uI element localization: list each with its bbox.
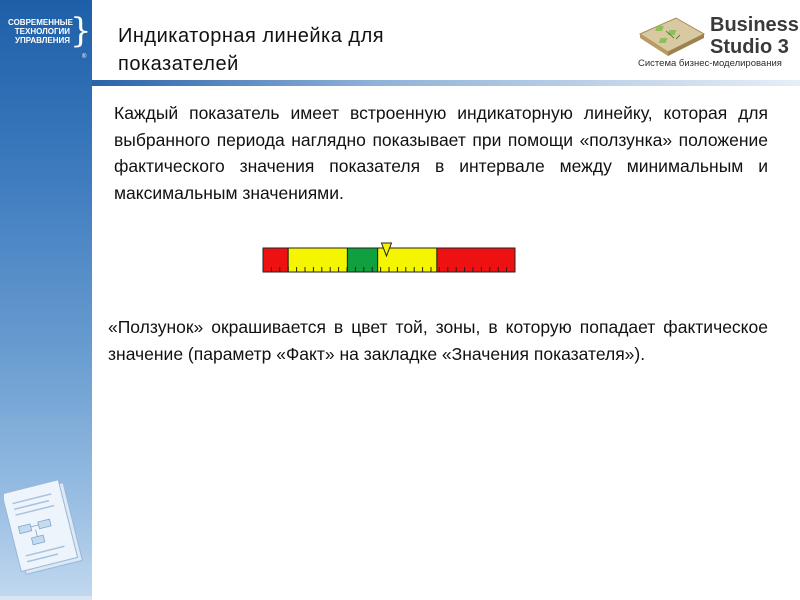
- company-logo-text: [8, 18, 73, 45]
- company-logo: [8, 11, 92, 68]
- logo-line-2: ТЕХНОЛОГИИ: [14, 27, 70, 36]
- sidebar: [0, 0, 92, 600]
- slider-color-paragraph: «Ползунок» окрашивается в цвет той, зоны, в которую попадает фактическое значение (параметр «Факт» на закладке «Значения показателя»).: [108, 317, 768, 364]
- brand-name-line-2: Studio 3: [710, 36, 789, 58]
- brand-tagline: Система бизнес-моделирования: [638, 58, 782, 69]
- document-diagram-icon: [4, 470, 90, 585]
- logo-line-1: СОВРЕМЕННЫЕ: [8, 18, 73, 27]
- business-studio-logo-icon: [636, 12, 708, 58]
- page-title-line-2: показателей: [118, 53, 239, 75]
- registered-mark: ®: [82, 54, 87, 60]
- header-divider: [92, 80, 800, 86]
- brand-name-line-1: Business: [710, 14, 799, 36]
- description-paragraph: Каждый показатель имеет встроенную индикаторную линейку, которая для выбранного периода наглядно показывает при помощи «ползунка» положение фактического значения показателя в интервале между минимальным и максимальным значениями.: [114, 103, 768, 203]
- red-zone-right: [437, 248, 515, 272]
- green-zone: [347, 248, 377, 272]
- business-studio-logo: [630, 6, 799, 72]
- sidebar-bottom-rule: [0, 596, 92, 600]
- red-zone-left: [263, 248, 288, 272]
- brand-name: [710, 14, 799, 58]
- indicator-ruler: [262, 242, 516, 274]
- logo-line-3: УПРАВЛЕНИЯ: [15, 36, 70, 45]
- page-title: [118, 22, 498, 78]
- brace-icon: }: [70, 11, 92, 51]
- page-title-line-1: Индикаторная линейка для: [118, 25, 385, 47]
